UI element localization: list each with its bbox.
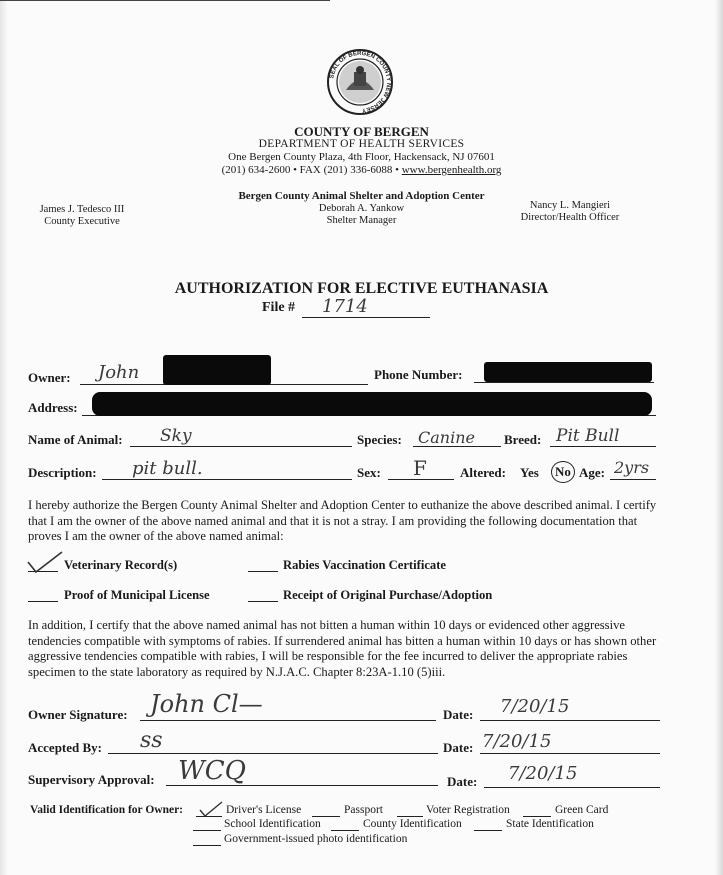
receipt-blank[interactable] — [248, 601, 278, 602]
altered-no[interactable]: No — [551, 461, 575, 483]
shelter-manager-name: Deborah A. Yankow — [318, 203, 405, 214]
municipal-license-blank[interactable] — [28, 601, 58, 602]
age-value[interactable]: 2yrs — [614, 458, 650, 477]
owner-value[interactable]: John — [98, 362, 140, 383]
description-value[interactable]: pit bull. — [132, 458, 203, 479]
species-value[interactable]: Canine — [418, 428, 475, 447]
municipal-license-label: Proof of Municipal License — [64, 588, 210, 602]
owner-signature[interactable]: John Cl— — [150, 690, 263, 718]
phone-fax: (201) 634-2600 • FAX (201) 336-6088 • — [221, 164, 399, 176]
breed-value[interactable]: Pit Bull — [556, 426, 620, 446]
rabies-statement: In addition, I certify that the above named animal has not bitten a human within 10 days or evidenced other aggressive tendencies compatible with symptoms of rabies. If surrendered animal has bitten a human within 10 days or has shown other aggressive tendencies compatible with rabies, I will be responsible for the fee incurred to deliver the appropriate rabies specimen to the state laboratory as required by N.J.A.C. Chapter 8:23A-1.10 (5)iii. — [28, 618, 657, 679]
date-label-2: Date: — [443, 740, 474, 755]
identification-label: Valid Identification for Owner: — [30, 804, 184, 816]
breed-label: Breed: — [504, 432, 542, 447]
county-executive-title: County Executive — [44, 216, 120, 227]
drivers-license-label: Driver's License — [226, 804, 302, 816]
owner-signature-label: Owner Signature: — [28, 707, 128, 722]
website-link[interactable]: www.bergenhealth.org — [401, 164, 502, 176]
supervisory-date[interactable]: 7/20/15 — [508, 763, 578, 784]
file-line — [302, 317, 430, 318]
altered-label: Altered: — [460, 465, 506, 480]
form-title: AUTHORIZATION FOR ELECTIVE EUTHANASIA — [174, 280, 549, 297]
age-label: Age: — [579, 465, 605, 480]
accepted-by-label: Accepted By: — [28, 740, 103, 755]
passport-blank[interactable] — [312, 816, 340, 817]
sex-label: Sex: — [357, 465, 381, 480]
address-redaction — [92, 392, 652, 416]
shelter-name: Bergen County Animal Shelter and Adoption Center — [238, 190, 485, 202]
drivers-license-checkmark — [198, 800, 224, 818]
health-officer-title: Director/Health Officer — [520, 212, 620, 223]
owner-signature-line — [140, 720, 436, 721]
sex-value[interactable]: F — [413, 456, 427, 480]
breed-line — [550, 446, 656, 447]
school-id-label: School Identification — [224, 818, 321, 830]
animal-name-label: Name of Animal: — [28, 432, 123, 447]
shelter-manager-title: Shelter Manager — [326, 215, 397, 226]
date-label-1: Date: — [443, 707, 474, 722]
vet-records-checkmark — [26, 550, 64, 574]
rabies-cert-blank[interactable] — [248, 571, 278, 572]
accepted-date[interactable]: 7/20/15 — [482, 731, 552, 752]
date-line-3 — [484, 787, 660, 788]
school-id-blank[interactable] — [193, 830, 221, 831]
green-card-blank[interactable] — [523, 816, 551, 817]
owner-redaction — [163, 355, 271, 385]
phone-label: Phone Number: — [374, 367, 463, 382]
owner-date[interactable]: 7/20/15 — [500, 696, 570, 717]
county-id-blank[interactable] — [331, 830, 359, 831]
receipt-label: Receipt of Original Purchase/Adoption — [283, 588, 493, 602]
animal-name-value[interactable]: Sky — [160, 426, 192, 446]
department-address: One Bergen County Plaza, 4th Floor, Hackensack, NJ 07601 — [228, 151, 495, 163]
date-label-3: Date: — [447, 774, 478, 789]
address-label: Address: — [28, 400, 78, 415]
date-line-2 — [480, 753, 660, 754]
rabies-cert-label: Rabies Vaccination Certificate — [283, 558, 446, 572]
government-id-label: Government-issued photo identification — [224, 833, 408, 845]
altered-yes[interactable]: Yes — [520, 465, 539, 480]
county-executive-name: James J. Tedesco III — [39, 204, 125, 215]
file-number[interactable]: 1714 — [322, 296, 368, 317]
description-label: Description: — [28, 465, 97, 480]
animal-name-line — [130, 446, 352, 447]
voter-registration-label: Voter Registration — [426, 804, 510, 816]
accepted-by-signature[interactable]: ss — [140, 728, 163, 753]
svg-text:SEAL OF BERGEN COUNTY NEW JERS: SEAL OF BERGEN COUNTY NEW JERSEY — [329, 50, 392, 113]
phone-line — [474, 382, 654, 383]
health-officer-name: Nancy L. Mangieri — [529, 200, 611, 211]
supervisory-approval-label: Supervisory Approval: — [28, 772, 155, 787]
voter-registration-blank[interactable] — [397, 816, 423, 817]
owner-label: Owner: — [28, 370, 71, 385]
passport-label: Passport — [344, 804, 383, 816]
county-name: COUNTY OF BERGEN — [294, 124, 429, 139]
date-line-1 — [480, 720, 660, 721]
county-id-label: County Identification — [363, 818, 462, 830]
age-line — [610, 479, 656, 480]
state-id-label: State Identification — [506, 818, 594, 830]
species-label: Species: — [357, 432, 402, 447]
county-seal — [326, 48, 394, 116]
government-id-blank[interactable] — [193, 845, 221, 846]
scan-top-line — [0, 0, 330, 1]
vet-records-label: Veterinary Record(s) — [64, 558, 178, 572]
green-card-label: Green Card — [555, 804, 609, 816]
description-line — [102, 479, 352, 480]
department-name: DEPARTMENT OF HEALTH SERVICES — [258, 138, 465, 150]
authorization-text: I hereby authorize the Bergen County Animal Shelter and Adoption Center to euthanize the above described animal. I certify that I am the owner of the above named animal and that it is not a stray. I am providing the following documentation that proves I am the owner of the above named animal: — [28, 498, 657, 543]
file-label: File # — [262, 300, 296, 315]
state-id-blank[interactable] — [474, 830, 502, 831]
phone-redaction — [484, 362, 652, 382]
accepted-by-line — [108, 753, 438, 754]
contact-line — [0, 164, 723, 176]
supervisory-signature[interactable]: WCQ — [178, 756, 246, 786]
